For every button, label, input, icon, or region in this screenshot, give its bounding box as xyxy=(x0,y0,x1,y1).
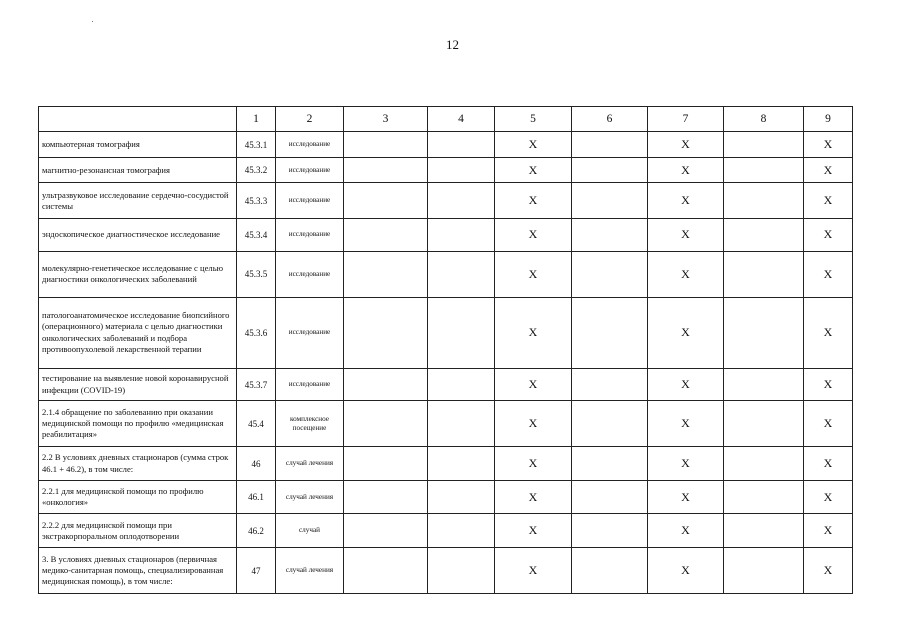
col8-cell xyxy=(724,447,804,481)
table-row xyxy=(39,368,853,401)
col3-cell xyxy=(344,132,428,157)
col9-cell: X xyxy=(804,447,853,481)
col7-cell: X xyxy=(648,401,724,447)
row-code-cell: 47 xyxy=(237,548,276,594)
row-unit-cell: исследование xyxy=(276,297,344,368)
header-cell: 6 xyxy=(572,107,648,132)
col6-cell xyxy=(572,548,648,594)
header-cell: 5 xyxy=(495,107,572,132)
col5-cell: X xyxy=(495,219,572,252)
col9-cell: X xyxy=(804,251,853,297)
table-row xyxy=(39,401,853,447)
col3-cell xyxy=(344,183,428,219)
col9-cell: X xyxy=(804,297,853,368)
col8-cell xyxy=(724,401,804,447)
col3-cell xyxy=(344,219,428,252)
col5-cell: X xyxy=(495,368,572,401)
row-code-cell: 45.3.4 xyxy=(237,219,276,252)
row-code-cell: 46.1 xyxy=(237,480,276,514)
table-row xyxy=(39,297,853,368)
row-code-cell: 45.3.1 xyxy=(237,132,276,157)
col9-cell: X xyxy=(804,401,853,447)
header-cell: 4 xyxy=(428,107,495,132)
col9-cell: X xyxy=(804,157,853,182)
row-code-cell: 46.2 xyxy=(237,514,276,548)
col4-cell xyxy=(428,132,495,157)
col5-cell: X xyxy=(495,480,572,514)
row-code-cell: 45.4 xyxy=(237,401,276,447)
col3-cell xyxy=(344,251,428,297)
col4-cell xyxy=(428,480,495,514)
col5-cell: X xyxy=(495,514,572,548)
table-body xyxy=(39,107,853,594)
row-name-cell: магнитно-резонансная томография xyxy=(39,157,237,182)
col6-cell xyxy=(572,368,648,401)
col5-cell: X xyxy=(495,183,572,219)
row-name-cell: 2.2.2 для медицинской помощи при экстракорпоральном оплодотворении xyxy=(39,514,237,548)
row-unit-cell: исследование xyxy=(276,183,344,219)
row-unit-cell: комплексное посещение xyxy=(276,401,344,447)
row-name-cell: эндоскопическое диагностическое исследование xyxy=(39,219,237,252)
row-code-cell: 45.3.2 xyxy=(237,157,276,182)
col8-cell xyxy=(724,183,804,219)
col5-cell: X xyxy=(495,548,572,594)
col9-cell: X xyxy=(804,480,853,514)
col6-cell xyxy=(572,447,648,481)
col3-cell xyxy=(344,157,428,182)
col4-cell xyxy=(428,157,495,182)
row-unit-cell: исследование xyxy=(276,368,344,401)
row-name-cell: компьютерная томография xyxy=(39,132,237,157)
table-row xyxy=(39,132,853,157)
col5-cell: X xyxy=(495,447,572,481)
col7-cell: X xyxy=(648,368,724,401)
row-name-cell: 2.1.4 обращение по заболеванию при оказании медицинской помощи по профилю «медицинская реабилитация» xyxy=(39,401,237,447)
row-unit-cell: исследование xyxy=(276,157,344,182)
col3-cell xyxy=(344,514,428,548)
header-cell: 7 xyxy=(648,107,724,132)
row-unit-cell: случай xyxy=(276,514,344,548)
row-name-cell: 2.2 В условиях дневных стационаров (сумма строк 46.1 + 46.2), в том числе: xyxy=(39,447,237,481)
header-cell: 9 xyxy=(804,107,853,132)
row-name-cell: молекулярно-генетическое исследование с целью диагностики онкологических заболеваний xyxy=(39,251,237,297)
col9-cell: X xyxy=(804,548,853,594)
col4-cell xyxy=(428,251,495,297)
header-cell: 1 xyxy=(237,107,276,132)
header-cell: 2 xyxy=(276,107,344,132)
table-header-row xyxy=(39,107,853,132)
row-code-cell: 45.3.7 xyxy=(237,368,276,401)
col4-cell xyxy=(428,447,495,481)
col4-cell xyxy=(428,297,495,368)
col8-cell xyxy=(724,368,804,401)
scan-speck xyxy=(92,21,93,22)
col6-cell xyxy=(572,183,648,219)
col3-cell xyxy=(344,447,428,481)
col7-cell: X xyxy=(648,514,724,548)
col5-cell: X xyxy=(495,157,572,182)
col6-cell xyxy=(572,480,648,514)
table-row xyxy=(39,447,853,481)
header-cell xyxy=(39,107,237,132)
col8-cell xyxy=(724,132,804,157)
row-name-cell: тестирование на выявление новой коронавирусной инфекции (COVID-19) xyxy=(39,368,237,401)
table-row xyxy=(39,480,853,514)
col4-cell xyxy=(428,368,495,401)
col3-cell xyxy=(344,401,428,447)
col9-cell: X xyxy=(804,132,853,157)
col8-cell xyxy=(724,548,804,594)
row-code-cell: 46 xyxy=(237,447,276,481)
table-row xyxy=(39,548,853,594)
row-unit-cell: случай лечения xyxy=(276,480,344,514)
header-cell: 3 xyxy=(344,107,428,132)
col6-cell xyxy=(572,297,648,368)
col8-cell xyxy=(724,157,804,182)
table-row xyxy=(39,251,853,297)
col7-cell: X xyxy=(648,548,724,594)
row-code-cell: 45.3.5 xyxy=(237,251,276,297)
table-row xyxy=(39,514,853,548)
col9-cell: X xyxy=(804,368,853,401)
row-unit-cell: случай лечения xyxy=(276,447,344,481)
col7-cell: X xyxy=(648,297,724,368)
col6-cell xyxy=(572,401,648,447)
col7-cell: X xyxy=(648,447,724,481)
row-unit-cell: случай лечения xyxy=(276,548,344,594)
col7-cell: X xyxy=(648,183,724,219)
col6-cell xyxy=(572,514,648,548)
col9-cell: X xyxy=(804,219,853,252)
col9-cell: X xyxy=(804,183,853,219)
col6-cell xyxy=(572,132,648,157)
col8-cell xyxy=(724,219,804,252)
col7-cell: X xyxy=(648,480,724,514)
col9-cell: X xyxy=(804,514,853,548)
col3-cell xyxy=(344,480,428,514)
col8-cell xyxy=(724,514,804,548)
data-table xyxy=(38,106,853,594)
col6-cell xyxy=(572,219,648,252)
col8-cell xyxy=(724,251,804,297)
header-cell: 8 xyxy=(724,107,804,132)
col7-cell: X xyxy=(648,219,724,252)
col3-cell xyxy=(344,368,428,401)
row-name-cell: патологоанатомическое исследование биопсийного (операционного) материала с целью диагностики онкологических заболеваний и подбора противоопухолевой лекарственной терапии xyxy=(39,297,237,368)
col4-cell xyxy=(428,183,495,219)
col7-cell: X xyxy=(648,157,724,182)
table-row xyxy=(39,219,853,252)
col4-cell xyxy=(428,219,495,252)
table-row xyxy=(39,157,853,182)
page-number: 12 xyxy=(446,37,459,52)
row-unit-cell: исследование xyxy=(276,251,344,297)
col6-cell xyxy=(572,251,648,297)
col4-cell xyxy=(428,548,495,594)
row-unit-cell: исследование xyxy=(276,219,344,252)
row-name-cell: ультразвуковое исследование сердечно-сосудистой системы xyxy=(39,183,237,219)
table-row xyxy=(39,183,853,219)
row-code-cell: 45.3.3 xyxy=(237,183,276,219)
col8-cell xyxy=(724,297,804,368)
col5-cell: X xyxy=(495,251,572,297)
col3-cell xyxy=(344,548,428,594)
row-unit-cell: исследование xyxy=(276,132,344,157)
col5-cell: X xyxy=(495,297,572,368)
col8-cell xyxy=(724,480,804,514)
col5-cell: X xyxy=(495,132,572,157)
col4-cell xyxy=(428,514,495,548)
col6-cell xyxy=(572,157,648,182)
row-name-cell: 3. В условиях дневных стационаров (первичная медико-санитарная помощь, специализированная медицинская помощь), в том числе: xyxy=(39,548,237,594)
col4-cell xyxy=(428,401,495,447)
col3-cell xyxy=(344,297,428,368)
row-code-cell: 45.3.6 xyxy=(237,297,276,368)
row-name-cell: 2.2.1 для медицинской помощи по профилю «онкология» xyxy=(39,480,237,514)
col7-cell: X xyxy=(648,251,724,297)
col7-cell: X xyxy=(648,132,724,157)
col5-cell: X xyxy=(495,401,572,447)
